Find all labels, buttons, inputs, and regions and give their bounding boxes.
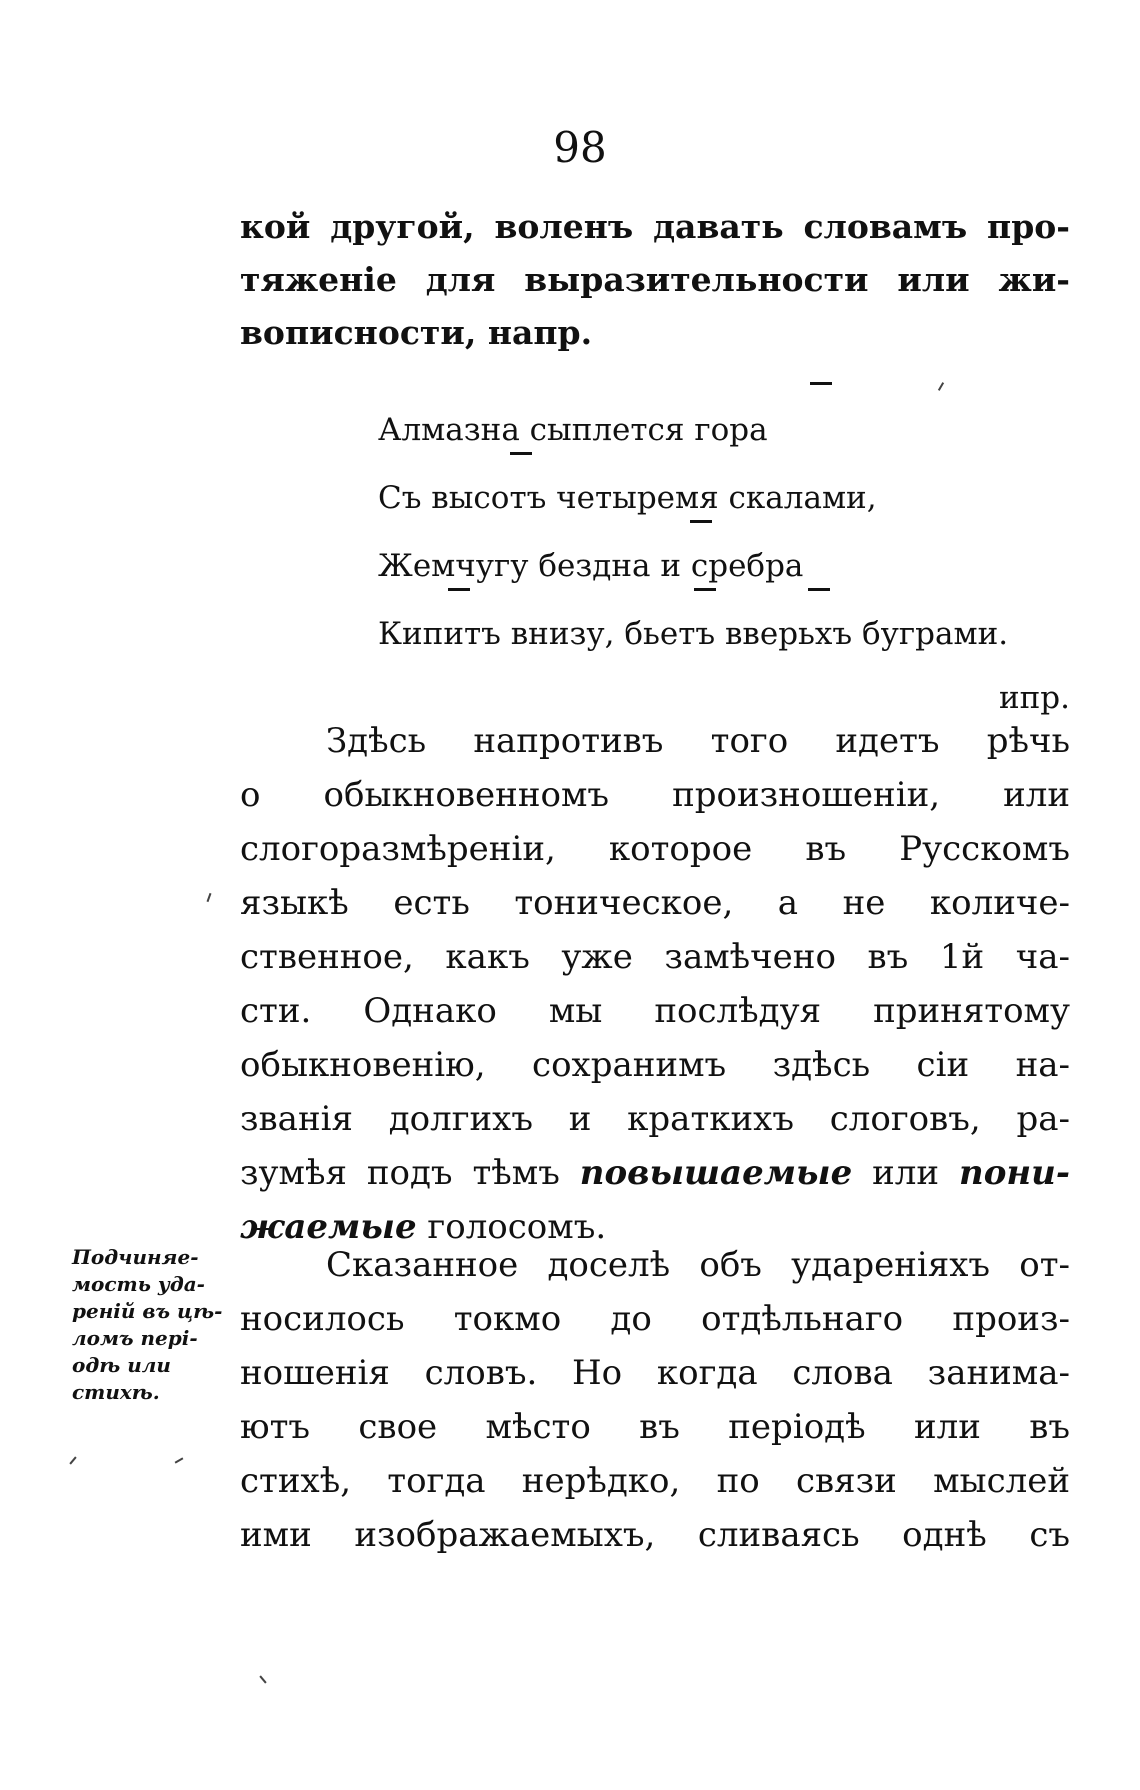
margin-note-line: Подчиняе-: [72, 1245, 199, 1269]
margin-note-line: реній въ цѣ-: [72, 1299, 223, 1323]
margin-note: [72, 1244, 240, 1406]
scan-speck: [938, 382, 944, 391]
italic-term: повышаемые: [579, 1153, 853, 1193]
text-line: званія долгихъ и краткихъ слоговъ, ра-: [240, 1099, 1070, 1139]
margin-note-line: ломъ перi-: [72, 1326, 198, 1350]
text-run: зумѣя подъ тѣмъ: [240, 1153, 580, 1193]
margin-note-line: одѣ или: [72, 1353, 171, 1377]
verse-etc: ипр.: [998, 680, 1070, 716]
scan-speck: [207, 893, 212, 902]
text-line: о обыкновенномъ произношеніи, или: [240, 775, 1070, 815]
opening-text: [240, 200, 1070, 359]
text-line: языкѣ есть тоническое, а не количе-: [240, 883, 1070, 923]
text-line: ственное, какъ уже замѣчено въ 1й ча-: [240, 937, 1070, 977]
text-line: ютъ свое мѣсто въ періодѣ или въ: [240, 1407, 1070, 1447]
margin-note-line: стихѣ.: [72, 1380, 160, 1404]
text-line: стихѣ, тогда нерѣдко, по связи мыслей: [240, 1461, 1070, 1501]
scan-speck: [69, 1456, 76, 1464]
verse-line: Съ высотъ четыремя скалами,: [378, 480, 877, 516]
text-line: носилось токмо до отдѣльнаго произ-: [240, 1299, 1070, 1339]
stress-mark: [810, 382, 832, 385]
text-line: ношенія словъ. Но когда слова занима-: [240, 1353, 1070, 1393]
text-run: или: [852, 1153, 959, 1193]
verse-line: Кипитъ внизу, бьетъ вверьхъ буграми.: [378, 616, 1009, 652]
text-line: ими изображаемыхъ, сливаясь однѣ съ: [240, 1515, 1070, 1555]
paragraph: [240, 714, 1070, 1254]
italic-term: пони-: [958, 1153, 1070, 1193]
stress-mark: [690, 520, 712, 523]
scan-speck: [259, 1675, 266, 1683]
text-line: вописности, напр.: [240, 313, 593, 352]
scan-speck: [175, 1457, 184, 1463]
text-line: кой другой, воленъ давать словамъ про-: [240, 207, 1070, 246]
text-line: тяженіе для выразительности или жи-: [240, 260, 1070, 299]
text-line: Здѣсь напротивъ того идетъ рѣчь: [326, 721, 1070, 761]
stress-mark: [694, 588, 716, 591]
stress-mark: [448, 588, 470, 591]
text-line: слогоразмѣреніи, которое въ Русскомъ: [240, 829, 1070, 869]
margin-note-line: мость уда-: [72, 1272, 205, 1296]
paragraph: [240, 1238, 1070, 1562]
italic-term: жаемые: [240, 1207, 417, 1247]
stress-mark: [510, 452, 532, 455]
verse-line: Жемчугу бездна и сребра: [378, 548, 804, 584]
text-line: обыкновенію, сохранимъ здѣсь сіи на-: [240, 1045, 1070, 1085]
text-line: [240, 1146, 1070, 1200]
stress-mark: [808, 588, 830, 591]
page-number: 98: [553, 123, 607, 172]
text-line: Сказанное доселѣ объ удареніяхъ от-: [326, 1245, 1070, 1285]
verse-line: Алмазна сыплется гора: [378, 412, 768, 448]
text-run: голосомъ.: [416, 1207, 607, 1247]
text-line: сти. Однако мы послѣдуя принятому: [240, 991, 1070, 1031]
verse-quotation: [378, 396, 1070, 728]
